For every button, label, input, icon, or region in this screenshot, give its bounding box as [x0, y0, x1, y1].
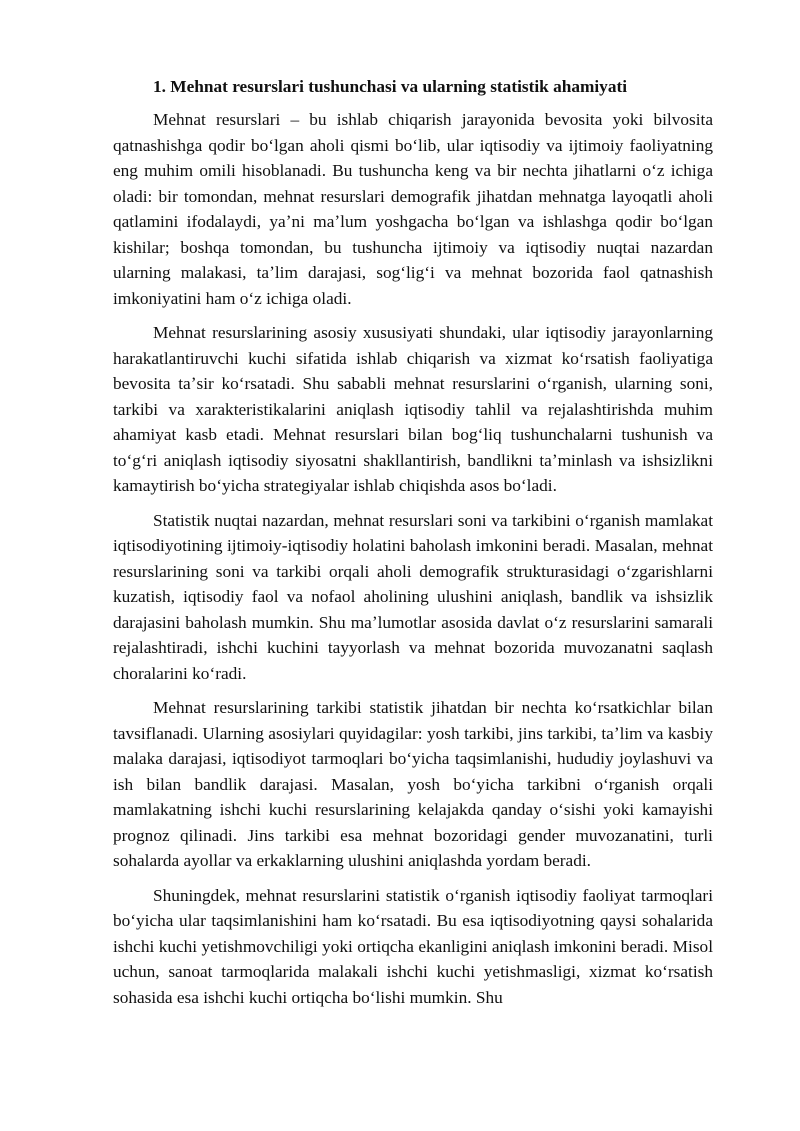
section-heading: 1. Mehnat resurslari tushunchasi va ularning statistik ahamiyati — [153, 77, 628, 96]
paragraph-composition: Mehnat resurslarining tarkibi statistik jihatdan bir nechta koʻrsatkichlar bilan tavsiflanadi. Ularning asosiylari quyidagilar: yosh tarkibi, jins tarkibi, taʼlim va kasbiy malaka darajasi, iqtisodiyot tarmoqlari boʻyicha taqsimlanishi, hududiy joylashuvi va ish bilan bandlik darajasi. Masalan, yosh boʻyicha tarkibni oʻrganish orqali mamlakatning ishchi kuchi resurslarining kelajakda qanday oʻsishi yoki kamayishi prognoz qilinadi. Jins tarkibi esa mehnat bozoridagi gender muvozanatini, turli sohalarda ayollar va erkaklarning ulushini aniqlashda yordam beradi. — [113, 698, 713, 870]
paragraph-sector-distribution: Shuningdek, mehnat resurslarini statistik oʻrganish iqtisodiy faoliyat tarmoqlari boʻyicha ular taqsimlanishini ham koʻrsatadi. Bu esa iqtisodiyotning qaysi sohalarida ishchi kuchi yetishmovchiligi yoki ortiqcha ekanligini aniqlash imkonini beradi. Misol uchun, sanoat tarmoqlarida malakali ishchi kuchi yetishmasligi, xizmat koʻrsatish sohasida esa ishchi kuchi ortiqcha boʻlishi mumkin. Shu — [113, 885, 713, 1007]
paragraph-definition: Mehnat resurslari – bu ishlab chiqarish jarayonida bevosita yoki bilvosita qatnashishga qodir boʻlgan aholi qismi boʻlib, ular iqtisodiy va ijtimoiy faoliyatning eng muhim omili hisoblanadi. Bu tushuncha keng va bir nechta jihatlarni oʻz ichiga oladi: bir tomondan, mehnat resurslari demografik jihatdan mehnatga layoqatli aholi qatlamini ifodalaydi, yaʼni maʼlum yoshgacha boʻlgan va ishlashga qodir boʻlgan kishilar; boshqa tomondan, bu tushuncha ijtimoiy va iqtisodiy nuqtai nazardan ularning malakasi, taʼlim darajasi, sogʻligʻi va mehnat bozorida faol qatnashish imkoniyatini ham oʻz ichiga oladi. — [113, 110, 713, 308]
paragraph-main-feature: Mehnat resurslarining asosiy xususiyati shundaki, ular iqtisodiy jarayonlarning harakatlantiruvchi kuchi sifatida ishlab chiqarish va xizmat koʻrsatish faoliyatiga bevosita taʼsir koʻrsatadi. Shu sababli mehnat resurslarini oʻrganish, ularning soni, tarkibi va xarakteristikalarini aniqlash iqtisodiy tahlil va rejalashtirishda muhim ahamiyat kasb etadi. Mehnat resurslari bilan bogʻliq tushunchalarni tushunish va toʻgʻri aniqlash iqtisodiy siyosatni shakllantirish, bandlikni taʼminlash va ishsizlikni kamaytirish boʻyicha strategiyalar ishlab chiqishda asos boʻladi. — [113, 323, 713, 495]
paragraph-statistical-view: Statistik nuqtai nazardan, mehnat resurslari soni va tarkibini oʻrganish mamlakat iqtisodiyotining ijtimoiy-iqtisodiy holatini baholash imkonini beradi. Masalan, mehnat resurslarining soni va tarkibi orqali aholi demografik strukturasidagi oʻzgarishlarni kuzatish, iqtisodiy faol va nofaol aholining ulushini aniqlash, bandlik va ishsizlik darajasini baholash mumkin. Shu maʼlumotlar asosida davlat oʻz resurslarini samarali rejalashtiradi, ishchi kuchini tayyorlash va mehnat bozorida muvozanatni saqlash choralarini koʻradi. — [113, 510, 713, 683]
